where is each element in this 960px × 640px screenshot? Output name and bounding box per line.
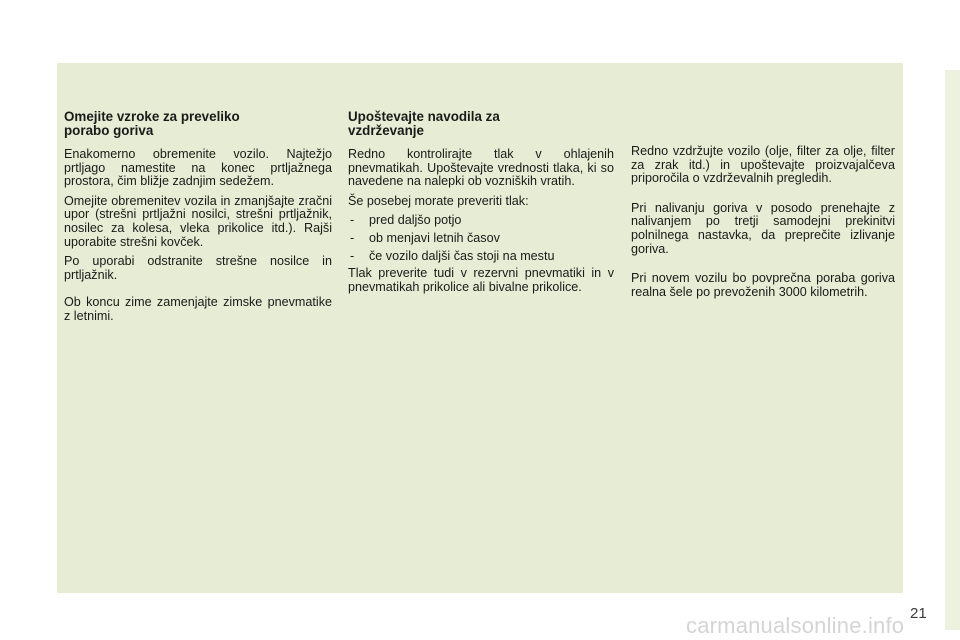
paragraph-new-vehicle: Pri novem vozilu bo povprečna poraba goriva realna šele po prevoženih 3000 kilometrih. <box>631 271 895 299</box>
side-tab-strip <box>945 70 960 630</box>
list-item: - če vozilo daljši čas stoji na mestu <box>348 250 614 264</box>
paragraph-regular-service: Redno vzdržujte vozilo (olje, filter za olje, filter za zrak itd.) in upoštevajte proizvajalčeva priporočila o vzdrževalnih pregledih. <box>631 144 895 186</box>
paragraph-refuelling: Pri nalivanju goriva v posodo prenehajte z nalivanjem po tretji samodejni prekinitvi polnilnega nastavka, da preprečite izlivanje goriva. <box>631 200 895 256</box>
section-heading-maintenance: Upoštevajte navodila za vzdrževanje <box>348 109 500 138</box>
paragraph-check-pressure: Še posebej morate preveriti tlak: <box>348 193 529 208</box>
paragraph-air-resistance: Omejite obremenitev vozila in zmanjšajte zračni upor (strešni prtljažni nosilci, strešni prtljažnik, nosilec za kolesa, vleka prikolice itd.). Rajši uporabite strešni kovček. <box>64 193 332 249</box>
paragraph-tyre-pressure: Redno kontrolirajte tlak v ohlajenih pnevmatikah. Upoštevajte vrednosti tlaka, ki so navedene na nalepki ob vozniških vratih. <box>348 147 614 189</box>
section-heading-fuel-consumption: Omejite vzroke za preveliko porabo goriva <box>64 109 240 138</box>
pressure-check-list <box>348 214 614 263</box>
paragraph-remove-racks: Po uporabi odstranite strešne nosilce in prtljažnik. <box>64 254 332 282</box>
paragraph-spare-tyre: Tlak preverite tudi v rezervni pnevmatiki in v pnevmatikah prikolice ali bivalne prikolice. <box>348 266 614 294</box>
paragraph-winter-tyres: Ob koncu zime zamenjajte zimske pnevmatike z letnimi. <box>64 295 332 323</box>
list-item: - ob menjavi letnih časov <box>348 232 614 246</box>
column-right <box>631 145 895 315</box>
paragraph-load: Enakomerno obremenite vozilo. Najtežjo prtljago namestite na konec prtljažnega prostora, čim bližje zadnjim sedežem. <box>64 147 332 189</box>
page-number: 21 <box>910 605 927 622</box>
list-item: - pred daljšo potjo <box>348 214 614 228</box>
watermark: carmanualsonline.info <box>686 613 905 638</box>
column-left <box>64 110 332 330</box>
column-middle <box>348 110 614 300</box>
